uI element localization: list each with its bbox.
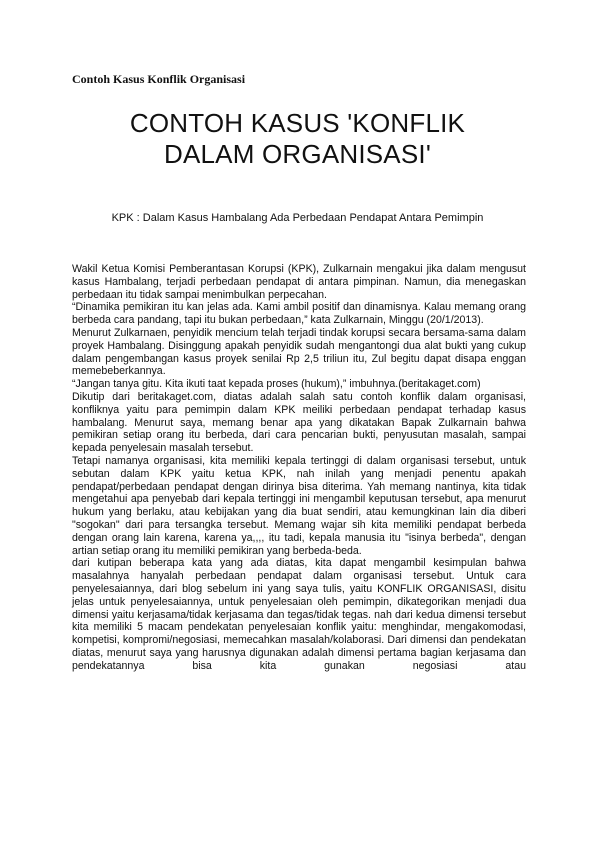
body-paragraph: Dikutip dari beritakaget.com, diatas adalah salah satu contoh konflik dalam organisasi, konfliknya yaitu para pemimpin dalam KPK meiliki perbedaan pendapat terhadap kasus hambalang. Menurut saya, memang benar apa yang dikatakan Bapak Zulkarnain bahwa pemikiran setiap orang itu berbeda, dari cara pencarian bukti, penyusutan masalah, sampai kepada penyelesain masalah tersebut.: [72, 390, 526, 455]
body-paragraph: “Jangan tanya gitu. Kita ikuti taat kepada proses (hukum),” imbuhnya.(beritakaget.com): [72, 378, 481, 391]
running-header: Contoh Kasus Konflik Organisasi: [72, 72, 246, 86]
body-paragraph: Wakil Ketua Komisi Pemberantasan Korupsi (KPK), Zulkarnain mengakui jika dalam mengusut kasus Hambalang, terjadi perbedaan pendapat di antara pimpinan. Namun, dia menegaskan perbedaan itu tidak sampai menimbulkan perpecahan.: [72, 263, 526, 301]
body-paragraph: dari kutipan beberapa kata yang ada diatas, kita dapat mengambil kesimpulan bahwa masalahnya hanyalah perbedaan pendapat dalam organisasi tersebut. Untuk cara penyelesaiannya, dari blog sebelum ini yang saya tulis, yaitu KONFLIK ORGANISASI, disitu jelas untuk penyelesaiannya, untuk penyelesaian oleh pemimpin, dikategorikan menjadi dua dimensi yaitu kerjasama/tidak kerjasama dan tegas/tidak tegas. nah dari kedua dimensi tersebut kita memiliki 5 macam pendekatan penyelesaian konflik yaitu: menghindar, mengakomodasi, kompetisi, kompromi/negosiasi, memecahkan masalah/kolaborasi. Dari dimensi dan pendekatan diatas, menurut saya yang harusnya digunakan adalah dimensi pertama bagian kerjasama dan pendekatannya bisa kita gunakan negosiasi atau: [72, 557, 526, 672]
document-title: [60, 108, 535, 170]
document-body: [72, 263, 526, 673]
title-line-2: DALAM ORGANISASI': [164, 139, 431, 169]
title-line-1: CONTOH KASUS 'KONFLIK: [129, 108, 466, 138]
body-paragraph: Menurut Zulkarnaen, penyidik mencium telah terjadi tindak korupsi secara bersama-sama dalam proyek Hambalang. Disinggung apakah penyidik sudah mengantongi dua alat bukti yang cukup dalam pengembangan kasus proyek senilai Rp 2,5 triliun itu, Zul begitu dapat disapa enggan memebeberkannya.: [72, 326, 526, 378]
document-subtitle: KPK : Dalam Kasus Hambalang Ada Perbedaan Pendapat Antara Pemimpin: [111, 212, 484, 224]
body-paragraph: Tetapi namanya organisasi, kita memiliki kepala tertinggi di dalam organisasi tersebut, untuk sebutan dalam KPK yaitu ketua KPK, nah inilah yang menjadi penentu apakah pendapat/perbedaan pendapat dengan dirinya bisa diterima. Yah memang nantinya, kita tidak mengetahui apa penyebab dari kepala tertinggi ini mengambil keputusan tersebut, apa menurut hukum yang berlaku, atau kebijakan yang dia buat sendiri, atau kemungkinan lain dia diberi "sogokan" dari para tersangka tersebut. Memang wajar sih kita memiliki pendapat berbeda dengan orang lain karena, karena ya,,,, itu tadi, kepala manusia itu "isinya berbeda", dengan artian setiap orang itu memiliki pemikiran yang berbeda-beda.: [72, 454, 526, 557]
body-paragraph: “Dinamika pemikiran itu kan jelas ada. Kami ambil positif dan dinamisnya. Kalau memang orang berbeda cara pandang, tapi itu bukan perbedaan,” kata Zulkarnain, Minggu (20/1/2013).: [72, 301, 526, 327]
